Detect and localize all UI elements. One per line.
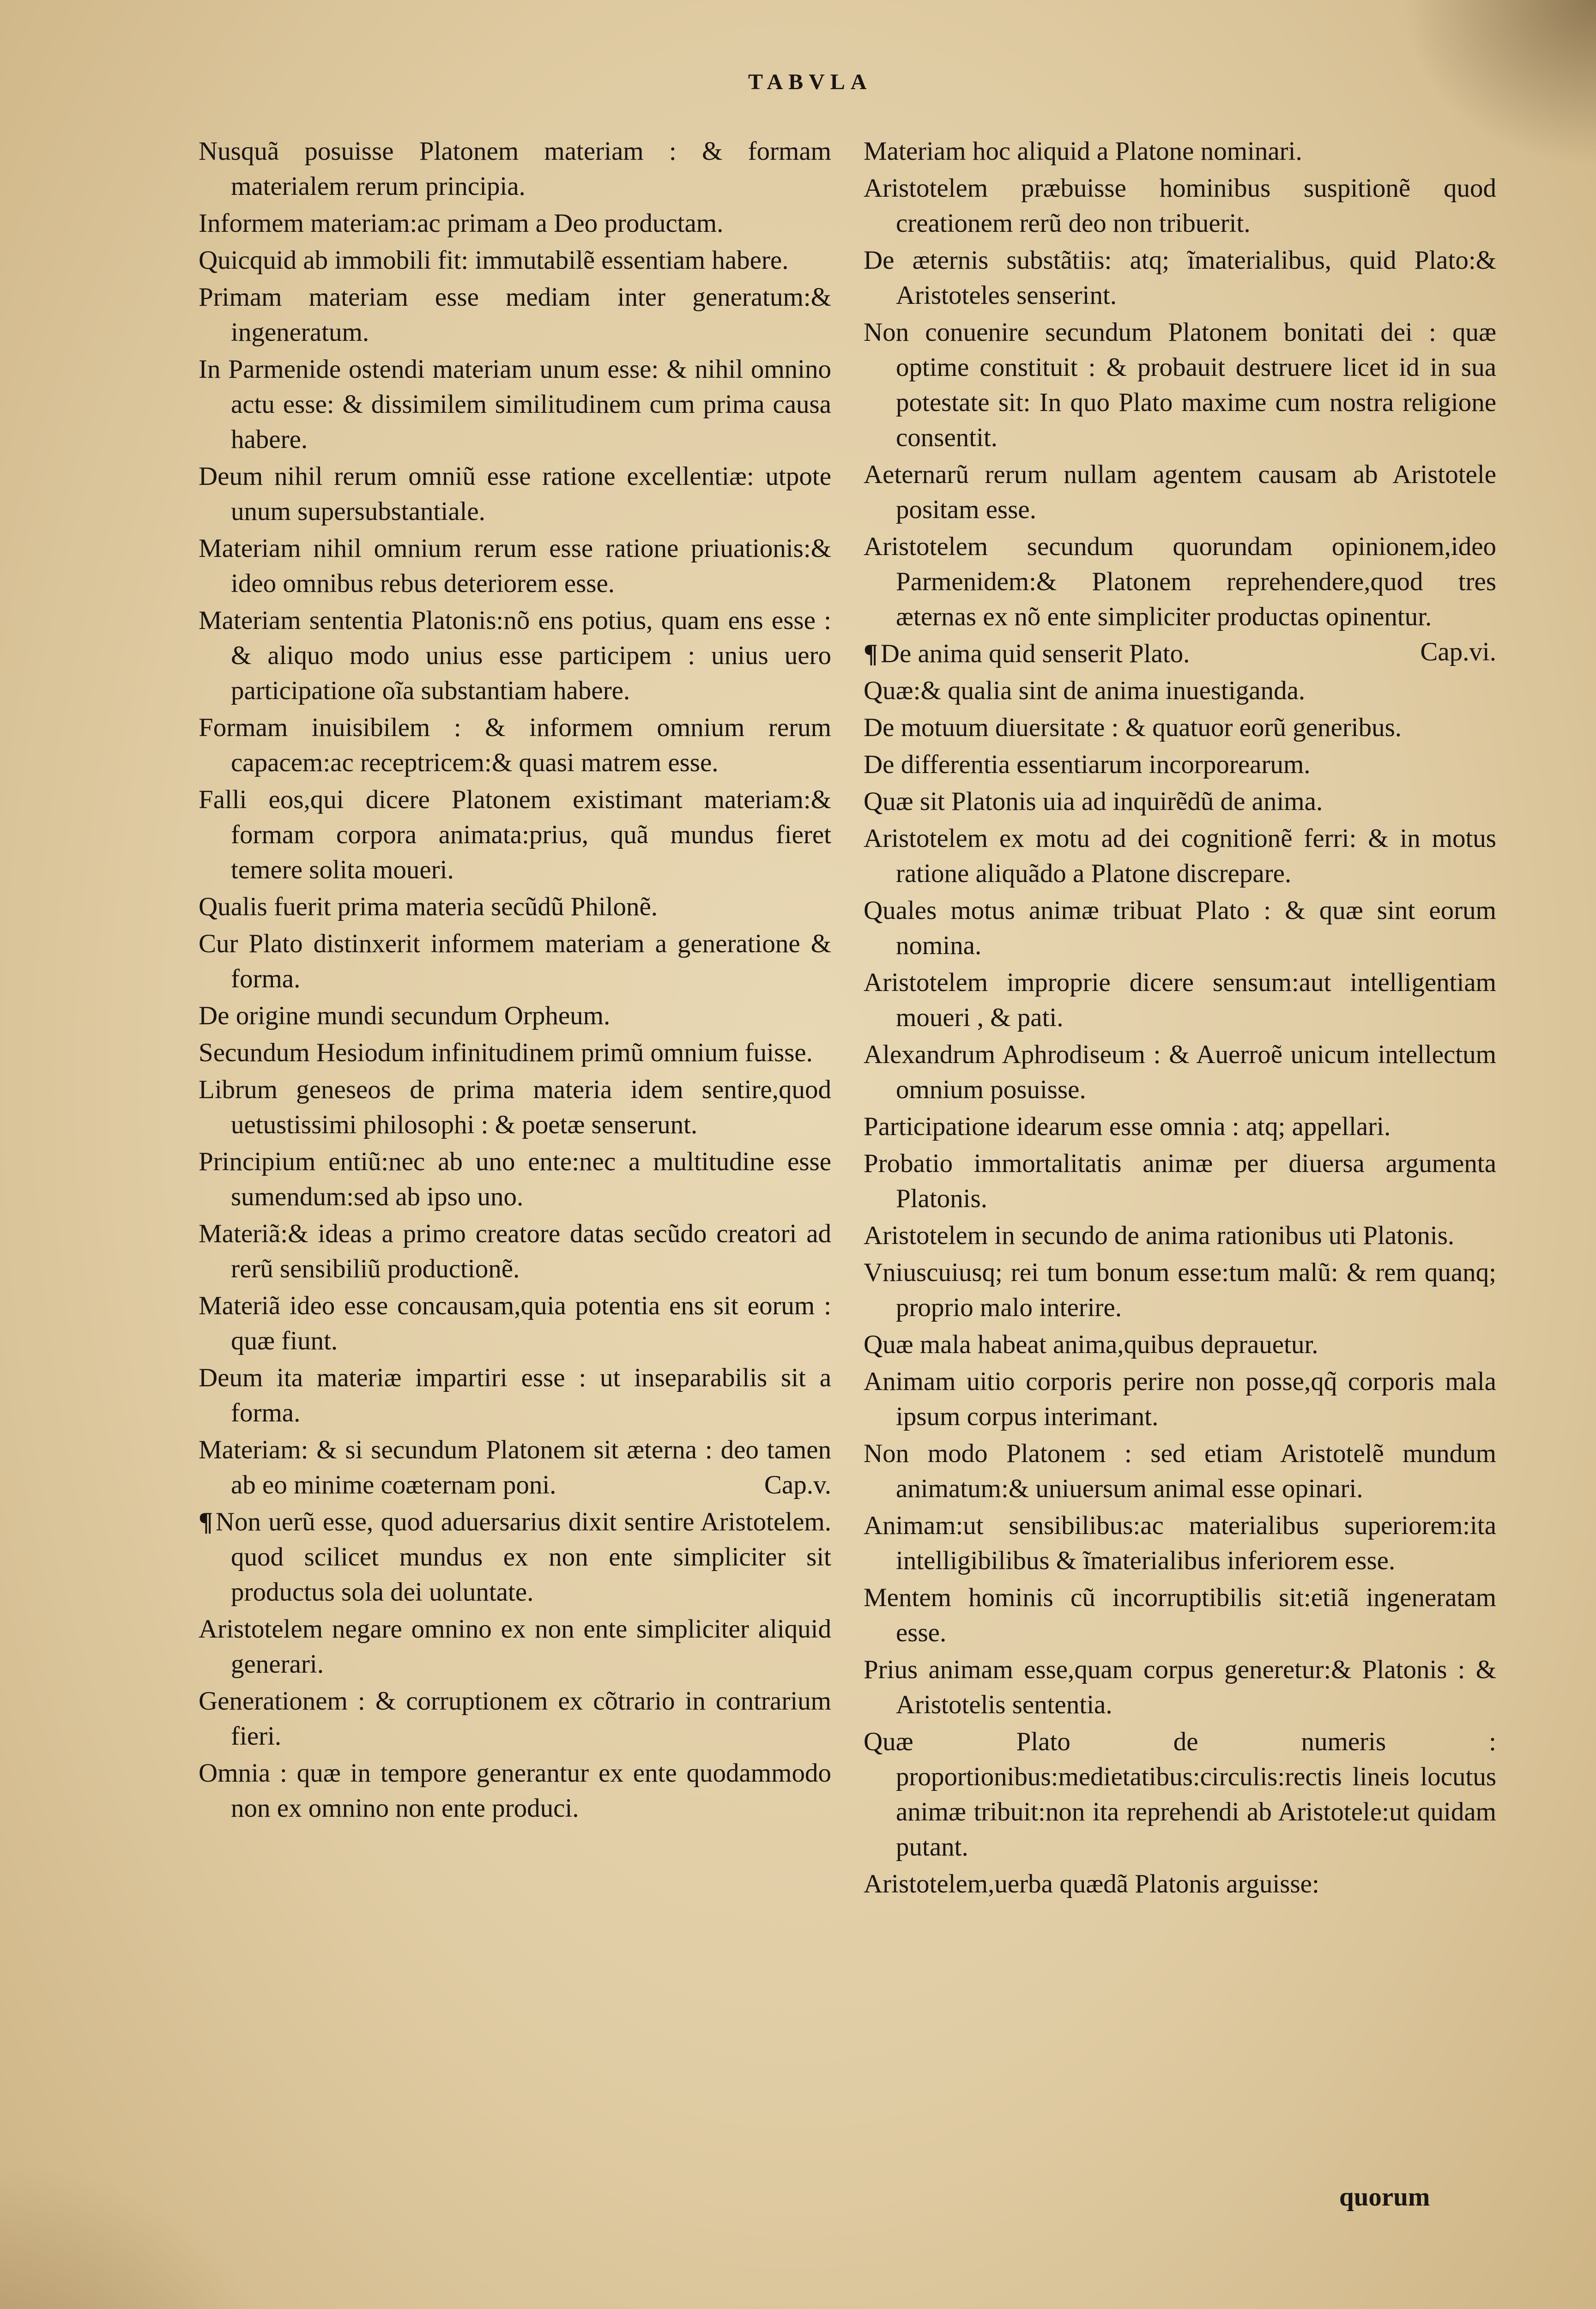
index-entry-text: Animam:ut sensibilibus:ac materialibus superiorem:ita intelligibilibus & ĩmaterialibus inferiorem esse.: [864, 1511, 1496, 1575]
index-entry-text: Prius animam esse,quam corpus generetur:& Platonis : & Aristotelis sententia.: [864, 1655, 1496, 1719]
index-entry: [864, 1724, 1496, 1865]
index-entry: [864, 1218, 1496, 1253]
index-entry: [864, 1255, 1496, 1325]
index-entry-text: Omnia : quæ in tempore generantur ex ente quodammodo non ex omnino non ente produci.: [199, 1759, 831, 1823]
index-entry: [199, 352, 831, 457]
index-entry: [864, 243, 1496, 313]
index-entry: [199, 1288, 831, 1359]
index-entry: [199, 280, 831, 350]
index-entry: [864, 673, 1496, 708]
index-entry: [864, 821, 1496, 891]
index-entry-text: Quæ Plato de numeris : proportionibus:medietatibus:circulis:rectis lineis locutus animæ tribuit:non ita reprehendi ab Aristotele:ut quidam putant.: [864, 1727, 1496, 1862]
index-entry-text: De æternis substãtiis: atq; ĩmaterialibus, quid Plato:& Aristoteles senserint.: [864, 246, 1496, 310]
index-entry-text: Materiam hoc aliquid a Platone nominari.: [864, 137, 1302, 166]
index-entry: [199, 243, 831, 278]
index-entry-text: Participatione idearum esse omnia : atq; appellari.: [864, 1112, 1391, 1141]
index-entry-text: Vniuscuiusq; rei tum bonum esse:tum malũ: & rem quanq; proprio malo interire.: [864, 1258, 1496, 1322]
index-entry-text: Cur Plato distinxerit informem materiam a generatione & forma.: [199, 929, 831, 993]
index-entry-text: Quicquid ab immobili fit: immutabilẽ essentiam habere.: [199, 246, 789, 275]
index-entry: [199, 710, 831, 780]
index-entry: [199, 889, 831, 925]
index-entry: [199, 134, 831, 204]
catchword: quorum: [1339, 2182, 1430, 2212]
index-entry-text: Animam uitio corporis perire non posse,qq̃ corporis mala ipsum corpus interimant.: [864, 1367, 1496, 1431]
index-entry-text: De anima quid senserit Plato.: [880, 639, 1190, 668]
index-entry: [199, 603, 831, 708]
index-entry-text: Aristotelem præbuisse hominibus suspitionẽ quod creationem rerũ deo non tribuerit.: [864, 174, 1496, 238]
index-entry: [864, 1508, 1496, 1578]
index-entry-text: De differentia essentiarum incorporearum.: [864, 750, 1311, 779]
index-entry: [864, 315, 1496, 455]
index-entry: [864, 965, 1496, 1035]
index-entry-text: Principium entiũ:nec ab uno ente:nec a multitudine esse sumendum:sed ab ipso uno.: [199, 1147, 831, 1211]
index-entry: [864, 1652, 1496, 1723]
index-entry-text: Falli eos,qui dicere Platonem existimant materiam:& formam corpora animata:prius, quã mundus fieret temere solita moueri.: [199, 785, 831, 884]
index-entry-text: Quales motus animæ tribuat Plato : & quæ sint eorum nomina.: [864, 896, 1496, 960]
index-entry: [199, 1684, 831, 1754]
index-entry: [199, 1035, 831, 1070]
index-entry: [864, 1146, 1496, 1216]
index-entry-text: Secundum Hesiodum infinitudinem primũ omnium fuisse.: [199, 1038, 813, 1067]
index-entry: [199, 1505, 831, 1610]
index-entry: [199, 1216, 831, 1287]
index-entry: [864, 1580, 1496, 1650]
index-entry-text: Deum nihil rerum omniũ esse ratione excellentiæ: utpote unum supersubstantiale.: [199, 462, 831, 526]
index-entry: [864, 893, 1496, 963]
index-entry-text: In Parmenide ostendi materiam unum esse: & nihil omnino actu esse: & dissimilem similitudinem cum prima causa habere.: [199, 355, 831, 454]
index-entry-text: Qualis fuerit prima materia secũdũ Philonẽ.: [199, 892, 658, 921]
index-entry: [864, 784, 1496, 819]
index-entry-text: Quæ:& qualia sint de anima inuestiganda.: [864, 676, 1306, 705]
index-entry-text: Materiam sententia Platonis:nõ ens potius, quam ens esse : & aliquo modo unius esse participem : unius uero participatione oĩa substantiam habere.: [199, 606, 831, 705]
index-entry-text: Aristotelem secundum quorundam opinionem,ideo Parmenidem:& Platonem reprehendere,quod tres æternas ex nõ ente simpliciter productas opinentur.: [864, 532, 1496, 631]
index-entry: [864, 134, 1496, 169]
left-column: [199, 134, 831, 1828]
index-entry: [864, 1364, 1496, 1434]
index-entry-text: Aristotelem in secundo de anima rationibus uti Platonis.: [864, 1221, 1455, 1250]
index-entry: [199, 531, 831, 601]
index-entry-text: Aristotelem,uerba quædã Platonis arguisse:: [864, 1869, 1319, 1898]
index-entry-text: Deum ita materiæ impartiri esse : ut inseparabilis sit a forma.: [199, 1363, 831, 1427]
index-entry: [864, 1037, 1496, 1107]
index-entry-text: Non uerũ esse, quod aduersarius dixit sentire Aristotelem. quod scilicet mundus ex non ente simpliciter sit productus sola dei uoluntate.: [215, 1507, 831, 1607]
index-entry-text: Alexandrum Aphrodiseum : & Auerroẽ unicum intellectum omnium posuisse.: [864, 1040, 1496, 1104]
index-entry-text: Quæ sit Platonis uia ad inquirẽdũ de anima.: [864, 787, 1323, 816]
right-column: [864, 134, 1496, 1904]
index-entry: [864, 710, 1496, 745]
index-entry: [199, 1433, 831, 1503]
running-head: TABVLA: [748, 70, 872, 94]
index-entry-text: Non modo Platonem : sed etiam Aristotelẽ mundum animatum:& uniuersum animal esse opinari.: [864, 1439, 1496, 1503]
index-entry: [199, 926, 831, 997]
index-entry: [199, 1612, 831, 1682]
index-entry: [864, 457, 1496, 527]
index-entry-text: Nusquã posuisse Platonem materiam : & formam materialem rerum principia.: [199, 137, 831, 201]
index-entry-text: Materiã:& ideas a primo creatore datas secũdo creatori ad rerũ sensibiliũ productionẽ.: [199, 1219, 831, 1283]
chapter-marker: Cap.v.: [764, 1470, 831, 1499]
index-entry: [864, 171, 1496, 241]
index-entry: [864, 747, 1496, 782]
index-entry: [199, 1144, 831, 1215]
pilcrow-mark: ¶: [199, 1507, 213, 1536]
index-entry: [199, 459, 831, 529]
index-entry: [199, 782, 831, 888]
index-entry: [864, 1327, 1496, 1362]
index-entry-text: Primam materiam esse mediam inter generatum:& ingeneratum.: [199, 283, 831, 347]
index-entry-text: De origine mundi secundum Orpheum.: [199, 1001, 611, 1030]
index-entry: [864, 1436, 1496, 1506]
index-entry: [864, 1867, 1496, 1902]
index-entry-text: Aeternarũ rerum nullam agentem causam ab Aristotele positam esse.: [864, 460, 1496, 524]
index-entry-text: Quæ mala habeat anima,quibus deprauetur.: [864, 1330, 1318, 1359]
index-entry-text: Formam inuisibilem : & informem omnium rerum capacem:ac receptricem:& quasi matrem esse.: [199, 713, 831, 777]
index-entry-text: De motuum diuersitate : & quatuor eorũ generibus.: [864, 713, 1402, 742]
index-entry: [199, 1756, 831, 1826]
index-entry-text: Aristotelem ex motu ad dei cognitionẽ ferri: & in motus ratione aliquãdo a Platone discrepare.: [864, 824, 1496, 888]
page-stain: [0, 2163, 277, 2309]
index-entry-text: Aristotelem improprie dicere sensum:aut intelligentiam moueri , & pati.: [864, 968, 1496, 1032]
index-entry-text: Librum geneseos de prima materia idem sentire,quod uetustissimi philosophi : & poetæ senserunt.: [199, 1075, 831, 1139]
pilcrow-mark: ¶: [864, 639, 878, 668]
index-entry-text: Generationem : & corruptionem ex cõtrario in contrarium fieri.: [199, 1686, 831, 1751]
index-entry: [199, 206, 831, 241]
index-entry-text: Non conuenire secundum Platonem bonitati dei : quæ optime constituit : & probauit destruere licet id in sua potestate sit: In quo Plato maxime cum nostra religione consentit.: [864, 318, 1496, 452]
index-entry-text: Aristotelem negare omnino ex non ente simpliciter aliquid generari.: [199, 1614, 831, 1679]
index-entry: [199, 998, 831, 1034]
index-entry-text: Mentem hominis cũ incorruptibilis sit:etiã ingeneratam esse.: [864, 1583, 1496, 1647]
index-entry-text: Materiam: & si secundum Platonem sit æterna : deo tamen ab eo minime coæternam poni.: [199, 1435, 831, 1499]
chapter-marker: Cap.vi.: [1420, 637, 1496, 666]
index-entry: [199, 1360, 831, 1431]
index-entry-text: Materiã ideo esse concausam,quia potentia ens sit eorum : quæ fiunt.: [199, 1291, 831, 1355]
index-entry: [199, 1072, 831, 1142]
index-entry: [864, 636, 1496, 671]
index-entry-text: Informem materiam:ac primam a Deo productam.: [199, 209, 724, 238]
index-entry-text: Probatio immortalitatis animæ per diuersa argumenta Platonis.: [864, 1149, 1496, 1213]
index-entry-text: Materiam nihil omnium rerum esse ratione priuationis:& ideo omnibus rebus deteriorem esse.: [199, 534, 831, 598]
index-entry: [864, 1109, 1496, 1144]
